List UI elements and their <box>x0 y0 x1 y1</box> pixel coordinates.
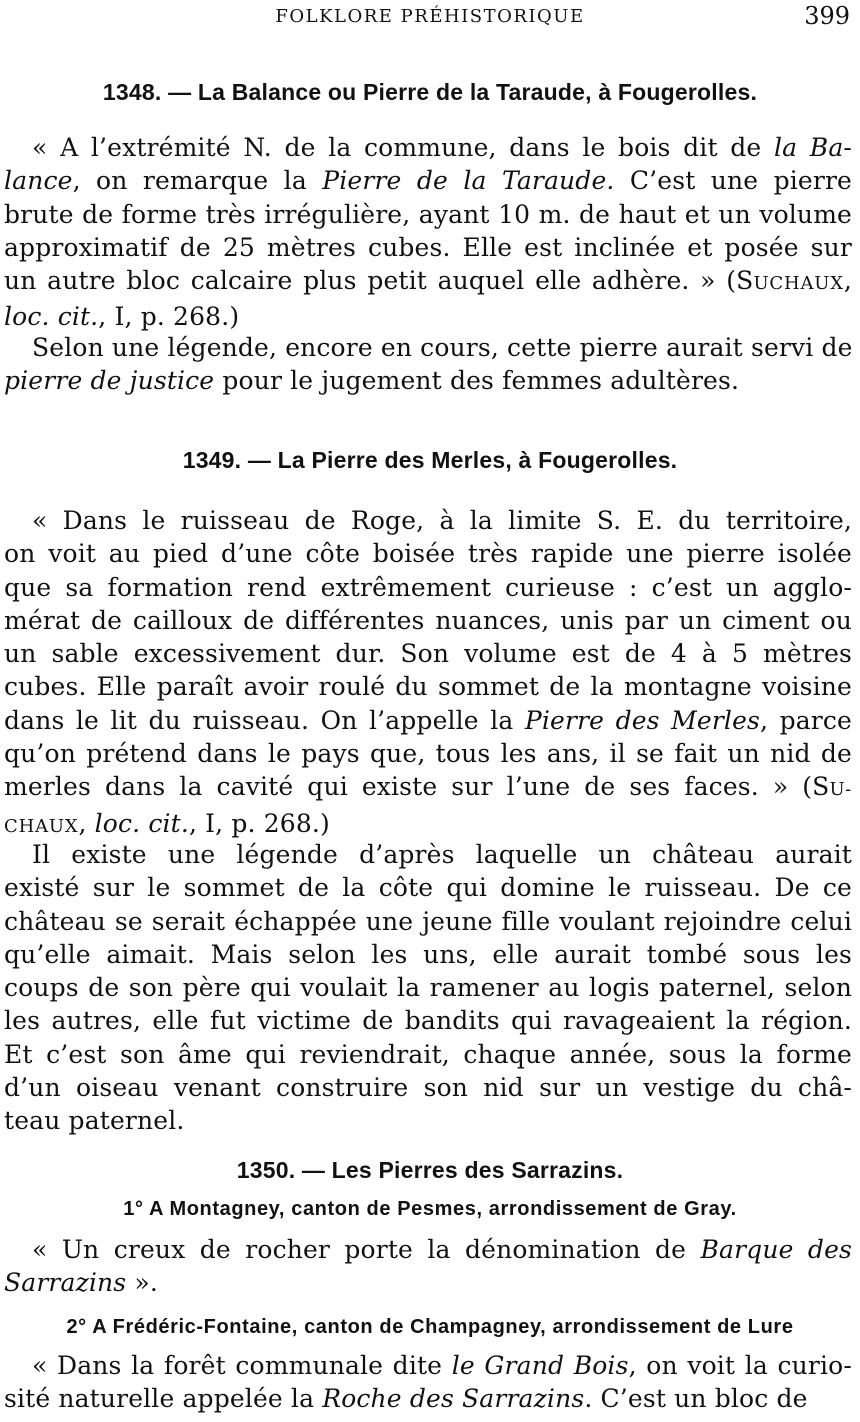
text-line <box>4 164 852 197</box>
small-caps-run: UCHAUX <box>753 273 844 295</box>
text-line <box>4 1233 852 1266</box>
text-line <box>4 571 852 604</box>
italic-run: pierre de justice <box>4 366 215 396</box>
text-run: , I, p. 268.) <box>188 808 330 838</box>
entry-1350-montagney-paragraph <box>4 1233 852 1300</box>
italic-run: Sarrazins <box>4 1268 127 1298</box>
entry-1349-paragraph-1 <box>4 504 852 843</box>
italic-run: la Ba- <box>773 133 852 162</box>
text-run: sité naturelle appelée la <box>4 1384 323 1414</box>
entry-1348-heading: 1348. — La Balance ou Pierre de la Taraude, à Fougerolles. <box>102 79 758 105</box>
text-run: C’est une pierre <box>614 166 853 196</box>
text-line <box>4 1349 852 1382</box>
text-line <box>4 971 852 1004</box>
running-head <box>0 2 860 30</box>
text-line <box>4 264 852 300</box>
text-run: « Dans la forêt communale dite <box>32 1351 452 1380</box>
text-run: cubes. Elle paraît avoir roulé du sommet de la montagne voisine <box>4 672 852 702</box>
italic-run: Pierre des Merles <box>524 705 761 735</box>
text-run: « Dans le ruisseau de Roge, à la limite S. E. du territoire, <box>32 506 852 535</box>
text-run: « Un creux de rocher porte la dénomination de <box>32 1235 701 1264</box>
text-run: mérat de cailloux de différentes nuances, unis par un ciment ou <box>4 605 852 635</box>
text-line <box>4 670 852 703</box>
text-line <box>4 1071 852 1104</box>
entry-1348-paragraph-1 <box>4 131 852 334</box>
text-run: dans le lit du ruisseau. On l’appelle la <box>4 705 525 735</box>
text-run: un autre bloc calcaire plus petit auquel elle adhère. » (S <box>4 266 754 296</box>
text-run: , <box>78 808 95 838</box>
text-line <box>4 1104 852 1137</box>
text-line <box>4 1038 852 1071</box>
entry-1350-subheading-montagney: 1° A Montagney, canton de Pesmes, arrondissement de Gray. <box>123 1198 737 1220</box>
italic-run: le Grand Bois <box>451 1351 629 1380</box>
text-line <box>4 331 852 364</box>
text-run: coups de son père qui voulait la ramener au logis paternel, selon <box>4 973 852 1003</box>
text-run: pour le jugement des femmes adultères. <box>214 366 740 396</box>
text-run: on voit au pied d’une côte boisée très rapide une pierre isolée <box>4 539 852 569</box>
text-run: teau paternel. <box>4 1106 185 1136</box>
page-number: 399 <box>804 2 850 30</box>
italic-run: loc. cit. <box>94 808 189 838</box>
italic-run: Roche des Sarrazins <box>322 1384 585 1414</box>
text-run: qu’elle aimait. Mais selon les uns, elle aurait tombé sous les <box>4 939 852 969</box>
text-run: approximatif de 25 mètres cubes. Elle est inclinée et posée sur <box>4 232 852 262</box>
text-line <box>4 364 852 397</box>
text-run: merles dans la cavité qui existe sur l’une de ses faces. » (S <box>4 772 830 802</box>
text-run: que sa formation rend extrêmement curieuse : c’est un agglo- <box>4 572 852 602</box>
text-line <box>4 504 852 537</box>
text-line <box>4 604 852 637</box>
text-run: existé sur le sommet de la côte qui domine le ruisseau. De ce <box>4 873 852 903</box>
text-line <box>4 1004 852 1037</box>
text-run: château se serait échappée une jeune fille voulant rejoindre celui <box>4 906 852 936</box>
text-line <box>4 231 852 264</box>
text-run: Selon une légende, encore en cours, cette pierre aurait servi de <box>32 333 853 362</box>
text-line <box>4 1266 852 1299</box>
text-run: un sable excessivement dur. Son volume est de 4 à 5 mètres <box>4 639 852 669</box>
text-run: , on remarque la <box>72 166 323 196</box>
italic-run: Barque des <box>700 1235 852 1264</box>
text-run: qu’on prétend dans le pays que, tous les ans, il se fait un nid de <box>4 739 852 769</box>
text-line <box>4 131 852 164</box>
text-line <box>4 637 852 670</box>
small-caps-run: U- <box>829 779 852 801</box>
text-run: ». <box>126 1268 158 1298</box>
text-run: Et c’est son âme qui reviendrait, chaque année, sous la forme <box>4 1039 852 1069</box>
text-line <box>4 838 852 871</box>
text-run: , parce <box>760 705 852 735</box>
italic-run: Pierre de la Taraude. <box>322 166 615 196</box>
text-run: brute de forme très irrégulière, ayant 10 m. de haut et un volume <box>4 199 852 229</box>
entry-1350-heading: 1350. — Les Pierres des Sarrazins. <box>236 1157 624 1183</box>
entry-1350-frederic-fontaine-paragraph <box>4 1349 852 1416</box>
text-line <box>4 737 852 770</box>
text-run: les autres, elle fut victime de bandits qui ravageaient la région. <box>4 1006 852 1036</box>
text-line <box>4 905 852 938</box>
running-title: FOLKLORE PRÉHISTORIQUE <box>275 6 585 27</box>
entry-1349-heading: 1349. — La Pierre des Merles, à Fougerolles. <box>182 447 678 473</box>
text-line <box>4 704 852 737</box>
text-line <box>4 300 852 333</box>
small-caps-run: CHAUX <box>4 815 79 837</box>
text-run: , on voit la curio- <box>628 1351 852 1380</box>
text-line <box>4 1382 852 1415</box>
text-run: « A l’extrémité N. de la commune, dans le bois dit de <box>32 133 774 162</box>
text-line <box>4 871 852 904</box>
entry-1348-paragraph-2 <box>4 331 852 398</box>
text-line <box>4 938 852 971</box>
italic-run: loc. cit. <box>4 302 99 332</box>
text-run: Il existe une légende d’après laquelle un château aurait <box>32 840 852 869</box>
text-line <box>4 770 852 806</box>
entry-1349-paragraph-2 <box>4 838 852 1138</box>
text-run: . C’est un bloc de <box>584 1384 808 1414</box>
text-line <box>4 537 852 570</box>
text-run: d’un oiseau venant construire son nid sur un vestige du châ- <box>4 1073 852 1103</box>
text-run: , <box>843 266 852 296</box>
text-line <box>4 198 852 231</box>
text-run: , I, p. 268.) <box>98 302 240 332</box>
italic-run: lance <box>4 166 73 196</box>
entry-1350-subheading-frederic-fontaine: 2° A Frédéric-Fontaine, canton de Champagney, arrondissement de Lure <box>66 1316 794 1338</box>
